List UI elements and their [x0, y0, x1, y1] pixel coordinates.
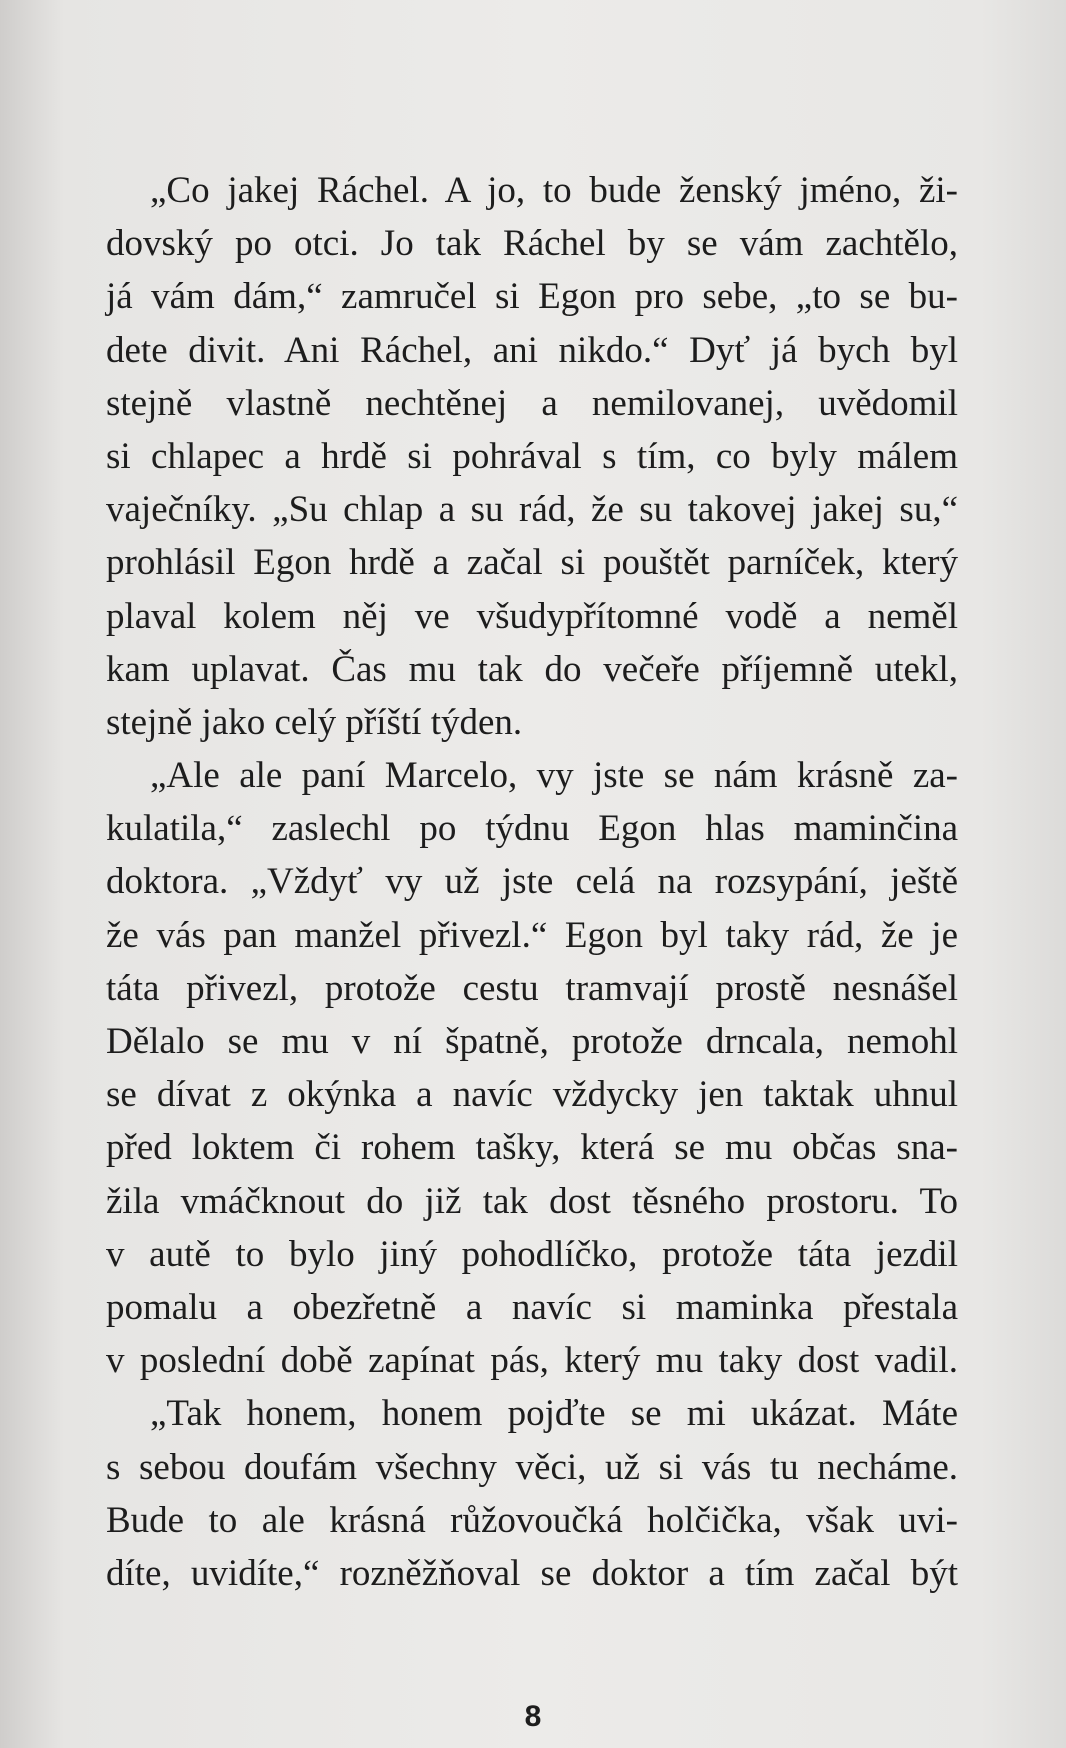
text-line: „Co jakej Ráchel. A jo, to bude ženský jméno, ži- [150, 170, 958, 211]
text-line: v poslední době zapínat pás, který mu taky dost vadil. [106, 1340, 958, 1382]
text-line: kam uplavat. Čas mu tak do večeře příjemně utekl, [106, 648, 958, 690]
text-line: se dívat z okýnka a navíc vždycky jen taktak uhnul [106, 1074, 958, 1116]
text-line: dete divit. Ani Ráchel, ani nikdo.“ Dyť já bych byl [106, 329, 958, 371]
text-line: stejně vlastně nechtěnej a nemilovanej, uvědomil [106, 382, 958, 424]
text-line: já vám dám,“ zamručel si Egon pro sebe, „to se bu- [106, 276, 958, 318]
text-line: v autě to bylo jiný pohodlíčko, protože táta jezdil [106, 1233, 958, 1275]
text-line: žila vmáčknout do již tak dost těsného prostoru. To [106, 1180, 958, 1222]
text-line: stejně jako celý příští týden. [106, 701, 523, 743]
text-line: Bude to ale krásná růžovoučká holčička, však uvi- [106, 1499, 958, 1541]
text-line: plaval kolem něj ve všudypřítomné vodě a neměl [106, 595, 958, 637]
text-line: vaječníky. „Su chlap a su rád, že su takovej jakej su,“ [106, 489, 958, 531]
text-line: si chlapec a hrdě si pohrával s tím, co byly málem [106, 435, 958, 477]
body-text [106, 164, 958, 1600]
text-line: díte, uvidíte,“ rozněžňoval se doktor a tím začal být [106, 1552, 958, 1594]
text-line: že vás pan manžel přivezl.“ Egon byl taky rád, že je [106, 914, 958, 956]
text-line: s sebou doufám všechny věci, už si vás tu necháme. [106, 1446, 958, 1488]
text-line: pomalu a obezřetně a navíc si maminka přestala [106, 1286, 958, 1328]
text-line: kulatila,“ zaslechl po týdnu Egon hlas maminčina [106, 808, 958, 850]
text-line: „Tak honem, honem pojďte se mi ukázat. Máte [150, 1393, 958, 1435]
text-line: před loktem či rohem tašky, která se mu občas sna- [106, 1127, 958, 1169]
page-number: 8 [524, 1700, 542, 1733]
text-line: Dělalo se mu v ní špatně, protože drncala, nemohl [106, 1021, 958, 1062]
text-line: prohlásil Egon hrdě a začal si pouštět parníček, který [106, 542, 958, 584]
text-line: táta přivezl, protože cestu tramvají prostě nesnášel [106, 967, 958, 1009]
text-line: dovský po otci. Jo tak Ráchel by se vám zachtělo, [106, 223, 958, 265]
text-line: „Ale ale paní Marcelo, vy jste se nám krásně za- [150, 755, 958, 797]
text-line: doktora. „Vždyť vy už jste celá na rozsypání, ještě [106, 861, 958, 903]
